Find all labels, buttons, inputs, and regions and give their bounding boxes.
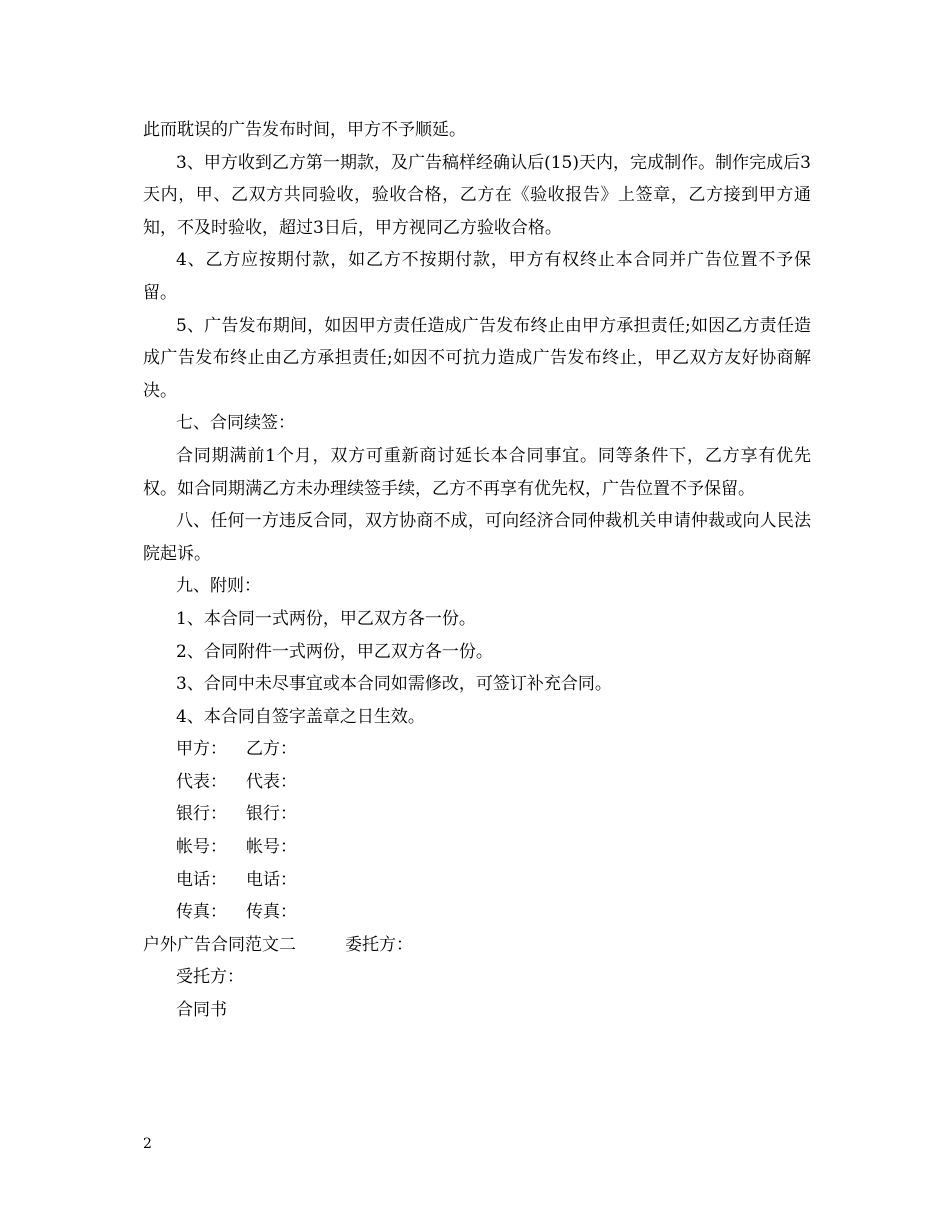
section-heading-renewal: 七、合同续签： bbox=[176, 413, 295, 434]
party-b-representative-label: 代表： bbox=[246, 771, 297, 792]
signature-row-bank bbox=[143, 798, 811, 831]
contract-heading: 合同书 bbox=[176, 1000, 227, 1021]
party-a-representative-label: 代表： bbox=[176, 771, 227, 792]
party-a-fax-label: 传真： bbox=[176, 902, 227, 923]
paragraph-renewal: 合同期满前1个月，双方可重新商讨延长本合同事宜。同等条件下，乙方享有优先权。如合同期满乙方未办理续签手续，乙方不再享有优先权，广告位置不予保留。 bbox=[143, 445, 811, 499]
party-a-bank-label: 银行： bbox=[176, 804, 227, 825]
signature-row-account bbox=[143, 831, 811, 864]
party-a-phone-label: 电话： bbox=[176, 869, 227, 890]
appendix-item-1: 1、本合同一式两份，甲乙双方各一份。 bbox=[176, 608, 476, 629]
paragraph-clause-4: 4、乙方应按期付款，如乙方不按期付款，甲方有权终止本合同并广告位置不予保留。 bbox=[143, 250, 811, 303]
party-b-phone-label: 电话： bbox=[246, 869, 297, 890]
party-b-fax-label: 传真： bbox=[246, 902, 297, 923]
signature-row-fax bbox=[143, 896, 811, 929]
appendix-item-4: 4、本合同自签字盖章之日生效。 bbox=[176, 706, 425, 727]
signature-row-phone bbox=[143, 864, 811, 897]
section-heading-appendix: 九、附则： bbox=[176, 576, 261, 597]
paragraph-clause-5: 5、广告发布期间，如因甲方责任造成广告发布终止由甲方承担责任;如因乙方责任造成广告发布终止由乙方承担责任;如因不可抗力造成广告发布终止，甲乙双方友好协商解决。 bbox=[143, 315, 811, 401]
page-number: 2 bbox=[143, 1136, 152, 1152]
signature-row-representative bbox=[143, 766, 811, 799]
party-b-label: 乙方： bbox=[246, 739, 297, 760]
party-a-account-label: 帐号： bbox=[176, 837, 227, 858]
paragraph-dispute: 八、任何一方违反合同，双方协商不成，可向经济合同仲裁机关申请仲裁或向人民法院起诉。 bbox=[143, 511, 811, 564]
appendix-item-2: 2、合同附件一式两份，甲乙双方各一份。 bbox=[176, 641, 493, 662]
next-section-title: 户外广告合同范文二 bbox=[143, 934, 296, 955]
next-section-title-line bbox=[143, 929, 811, 962]
party-b-account-label: 帐号： bbox=[246, 837, 297, 858]
paragraph-clause-3: 3、甲方收到乙方第一期款，及广告稿样经确认后(15)天内，完成制作。制作完成后3天内，甲、乙双方共同验收，验收合格，乙方在《验收报告》上签章，乙方接到甲方通知，不及时验收，超过3日后，甲方视同乙方验收合格。 bbox=[143, 152, 811, 238]
document-body bbox=[143, 114, 811, 1027]
signature-row-party bbox=[143, 733, 811, 766]
party-b-bank-label: 银行： bbox=[246, 804, 297, 825]
party-a-label: 甲方： bbox=[176, 739, 227, 760]
client-label: 委托方： bbox=[345, 934, 413, 955]
contractor-label: 受托方： bbox=[176, 967, 244, 988]
paragraph-continuation: 此而耽误的广告发布时间，甲方不予顺延。 bbox=[143, 120, 466, 140]
appendix-item-3: 3、合同中未尽事宜或本合同如需修改，可签订补充合同。 bbox=[176, 674, 612, 695]
